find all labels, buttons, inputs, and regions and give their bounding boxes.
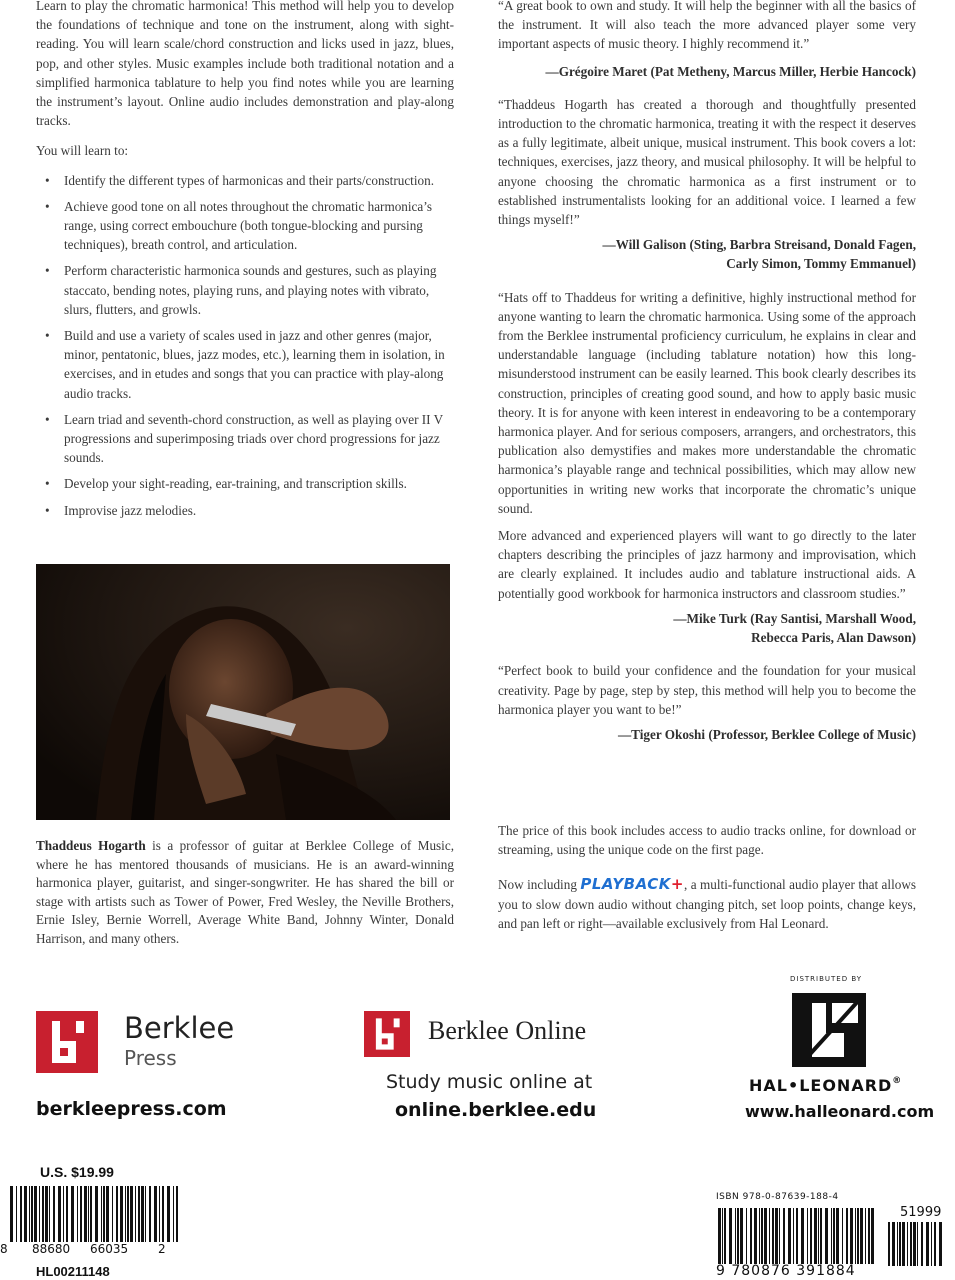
- barcode-bar: [116, 1186, 118, 1242]
- barcode-bar: [934, 1222, 936, 1266]
- barcode-bar: [818, 1208, 819, 1264]
- isbn-barcode: [718, 1208, 875, 1264]
- testimonial-quote: “Perfect book to build your confidence and the foundation for your musical creativity. Page by page, step by step, this method will help you to become the harmonica player you want to be!”: [498, 663, 916, 717]
- barcode-bar: [53, 1186, 55, 1242]
- list-item: • Develop your sight-reading, ear-training, and transcription skills.: [45, 476, 407, 492]
- price-label: U.S. $19.99: [40, 1164, 114, 1180]
- barcode-bar: [80, 1186, 82, 1242]
- barcode-bar: [939, 1222, 942, 1266]
- barcode-bar: [90, 1186, 92, 1242]
- barcode-bar: [761, 1208, 763, 1264]
- barcode-bar: [772, 1208, 774, 1264]
- barcode-bar: [907, 1222, 908, 1266]
- barcode-bar: [39, 1186, 40, 1242]
- barcode-bar: [16, 1186, 17, 1242]
- barcode-bar: [764, 1208, 767, 1264]
- berklee-mark-icon: [364, 1011, 410, 1057]
- barcode-bar: [154, 1186, 157, 1242]
- barcode-bar: [735, 1208, 736, 1264]
- berklee-mark-icon: [36, 1011, 98, 1073]
- list-item: • Improvise jazz melodies.: [45, 502, 197, 518]
- list-item: • Build and use a variety of scales used in jazz and other genres (major, minor, pentatonic, blues, jazz modes, etc.), learning them in isolation, in exercises, and in etudes and songs that you can practice with play-along audio tracks.: [45, 328, 445, 401]
- barcode-bar: [740, 1208, 743, 1264]
- barcode-bar: [722, 1208, 723, 1264]
- playback-logo: PLAYBACK+: [580, 875, 684, 894]
- list-item: • Learn triad and seventh-chord construction, as well as playing over II V progressions and superimposing triads over chord progressions for jazz sounds.: [45, 411, 443, 466]
- barcode-bar: [913, 1222, 916, 1266]
- barcode-bar: [120, 1186, 123, 1242]
- barcode-bar: [88, 1186, 89, 1242]
- testimonial-quote: More advanced and experienced players will want to go directly to the later chapters describing the principles of jazz harmony and improvisation, which are clearly explained. It includes audio and tablature instructional aids. A potentially good workbook for harmonica instructors and classroom studies.”: [498, 528, 916, 601]
- barcode-bar: [718, 1208, 721, 1264]
- barcode-bar: [825, 1208, 828, 1264]
- learn-heading: You will learn to:: [36, 143, 129, 159]
- testimonials-column: [498, 0, 916, 744]
- barcode-bar: [112, 1186, 113, 1242]
- barcode-bar: [746, 1208, 747, 1264]
- barcode-bar: [836, 1208, 839, 1264]
- barcode-bar: [20, 1186, 22, 1242]
- barcode-bar: [103, 1186, 105, 1242]
- barcode-bar: [754, 1208, 757, 1264]
- barcode-bar: [857, 1208, 859, 1264]
- barcode-bar: [871, 1208, 874, 1264]
- item-code: HL00211148: [36, 1264, 110, 1279]
- barcode-bar: [71, 1186, 74, 1242]
- barcode-bar: [58, 1186, 61, 1242]
- barcode-bar: [788, 1208, 791, 1264]
- barcode-bar: [34, 1186, 37, 1242]
- testimonial-attribution: —Grégoire Maret (Pat Metheny, Marcus Miller, Herbie Hancock): [545, 63, 916, 79]
- testimonial-attribution: —Tiger Okoshi (Professor, Berklee College of Music): [617, 726, 916, 742]
- barcode-bar: [173, 1186, 174, 1242]
- barcode-bar: [130, 1186, 133, 1242]
- barcode-bar: [846, 1208, 848, 1264]
- barcode-bar: [926, 1222, 929, 1266]
- barcode-bar: [897, 1222, 898, 1266]
- learn-list: [36, 171, 454, 520]
- barcode-bar: [49, 1186, 50, 1242]
- barcode-bar: [127, 1186, 129, 1242]
- barcode-bar: [921, 1222, 923, 1266]
- barcode-bar: [145, 1186, 146, 1242]
- barcode-bar: [737, 1208, 739, 1264]
- author-photo: [36, 564, 450, 820]
- description-column: [36, 0, 454, 527]
- ean-number: 9 780876 391884: [716, 1263, 856, 1279]
- berklee-online-url[interactable]: online.berklee.edu: [395, 1099, 597, 1121]
- testimonial-attribution: —Mike Turk (Ray Santisi, Marshall Wood, Rebecca Paris, Alan Dawson): [673, 610, 916, 646]
- barcode-bar: [141, 1186, 144, 1242]
- barcode-bar: [820, 1208, 822, 1264]
- barcode-bar: [31, 1186, 33, 1242]
- testimonial-attribution: —Will Galison (Sting, Barbra Streisand, Donald Fagen, Carly Simon, Tommy Emmanuel): [602, 237, 916, 272]
- barcode-bar: [149, 1186, 151, 1242]
- barcode-bar: [24, 1186, 27, 1242]
- barcode-bar: [931, 1222, 932, 1266]
- barcode-bar: [106, 1186, 109, 1242]
- barcode-bar: [42, 1186, 44, 1242]
- barcode-bar: [796, 1208, 798, 1264]
- intro-paragraph: Learn to play the chromatic harmonica! This method will help you to develop the foundations of technique and tone on the instrument, along with sight-reading. You will learn scale/chord construction and licks used in jazz, blues, pop, and other styles. Music examples include both traditional notation and a simplified harmonica tablature to help you find notes while you are learning the instrument’s layout. Online audio includes demonstration and play-along tracks.: [36, 0, 454, 129]
- barcode-bar: [95, 1186, 98, 1242]
- barcode-bar: [892, 1222, 895, 1266]
- testimonial-quote: “Hats off to Thaddeus for writing a definitive, highly instructional method for anyone wanting to learn the chromatic harmonica. Using some of the approach from the Berklee instrumental proficiency curriculum, he explains in clear and understandable language (including tablature notation) how this long-misunderstood instrument can be easily learned. This book clearly describes its construction, principles of creating good sound, and how to apply basic music theory. It is for anyone with keen interest in endeavoring to be a contemporary harmonica player. And for serious composers, arrangers, and orchestrators, this publication also demystifies and makes more understandable the chromatic harmonica’s playable range and technical possibilities, which may allow new opportunities in writing new works that incorporate the chromatic’s unique sound.: [498, 289, 916, 516]
- barcode-bar: [138, 1186, 140, 1242]
- barcode-bar: [910, 1222, 912, 1266]
- barcode-bar: [899, 1222, 901, 1266]
- barcode-bar: [10, 1186, 13, 1242]
- barcode-bar: [888, 1222, 890, 1266]
- barcode-bar: [159, 1186, 160, 1242]
- barcode-bar: [810, 1208, 812, 1264]
- barcode-bar: [167, 1186, 170, 1242]
- barcode-bar: [135, 1186, 136, 1242]
- barcode-bar: [724, 1208, 726, 1264]
- hal-leonard-url[interactable]: www.halleonard.com: [745, 1102, 935, 1121]
- list-item: • Perform characteristic harmonica sounds and gestures, such as playing staccato, bending notes, playing runs, and playing notes with vibrato, slurs, flutters, and growls.: [45, 263, 437, 317]
- barcode-bar: [29, 1186, 30, 1242]
- barcode-bar: [63, 1186, 64, 1242]
- barcode-bar: [77, 1186, 78, 1242]
- barcode-bar: [769, 1208, 770, 1264]
- barcode-bar: [759, 1208, 760, 1264]
- testimonial-quote: “Thaddeus Hogarth has created a thorough and thoughtfully presented introduction to the chromatic harmonica, treating it with the respect it deserves as a fully legitimate, albeit unique, musical instrument. This book covers a lot: techniques, exercises, jazz theory, and musical philosophy. It will be helpful to anyone choosing the chromatic harmonica as a first instrument or to established instrumentalists looking for an additional voice. I learned a few things myself!”: [498, 96, 916, 228]
- barcode-bar: [125, 1186, 126, 1242]
- barcode-bar: [101, 1186, 102, 1242]
- barcode-bar: [807, 1208, 808, 1264]
- barcode-bar: [162, 1186, 164, 1242]
- barcode-bar: [66, 1186, 68, 1242]
- audio-info: [498, 821, 916, 933]
- author-name: Thaddeus Hogarth: [36, 838, 146, 853]
- barcode-bar: [842, 1208, 843, 1264]
- barcode-bar: [917, 1222, 918, 1266]
- addon-code: 51999: [900, 1205, 942, 1220]
- list-item: • Achieve good tone on all notes throughout the chromatic harmonica’s range, using correct embouchure (both tongue-blocking and pursing techniques), breath control, and articulation.: [45, 198, 433, 253]
- barcode-bar: [814, 1208, 817, 1264]
- list-item: • Identify the different types of harmonicas and their parts/construction.: [45, 172, 434, 188]
- barcode-bar: [779, 1208, 780, 1264]
- berklee-press-url[interactable]: berkleepress.com: [36, 1098, 227, 1120]
- testimonial-quote: “A great book to own and study. It will help the beginner with all the basics of the instrument. It will also teach the more advanced player some very important aspects of music theory. I highly recommend it.”: [498, 0, 916, 52]
- barcode-bar: [855, 1208, 856, 1264]
- addon-barcode: [888, 1222, 945, 1266]
- upc-barcode: [10, 1186, 180, 1242]
- barcode-bar: [850, 1208, 853, 1264]
- barcode-bar: [729, 1208, 732, 1264]
- barcode-bar: [750, 1208, 752, 1264]
- barcode-bar: [45, 1186, 48, 1242]
- playback-paragraph: Now including PLAYBACK+, a multi-functional audio player that allows you to slow down audio without changing pitch, set loop points, change keys, and pan left or right—available exclusively from Hal Leonard.: [498, 875, 916, 931]
- author-bio: Thaddeus Hogarth is a professor of guitar at Berklee College of Music, where he has mentored thousands of musicians. He is an award-winning harmonica player, guitarist, and singer-songwriter. He has shared the bill or stage with artists such as Tower of Power, Fred Wesley, the Neville Brothers, Ernie Isley, Bernie Worrell, Average White Band, Johnny Winter, Donald Harrison, and many others.: [36, 838, 454, 946]
- barcode-bar: [868, 1208, 870, 1264]
- hal-leonard-mark-icon: [792, 993, 866, 1067]
- barcode-bar: [775, 1208, 778, 1264]
- barcode-bar: [902, 1222, 905, 1266]
- barcode-bar: [865, 1208, 866, 1264]
- isbn-label: ISBN 978-0-87639-188-4: [716, 1192, 839, 1202]
- barcode-bar: [801, 1208, 804, 1264]
- barcode-bar: [783, 1208, 785, 1264]
- barcode-bar: [860, 1208, 863, 1264]
- barcode-bar: [84, 1186, 87, 1242]
- barcode-bar: [176, 1186, 178, 1242]
- barcode-bar: [833, 1208, 835, 1264]
- barcode-bar: [831, 1208, 832, 1264]
- audio-price-note: The price of this book includes access to audio tracks online, for download or streaming, using the unique code on the first page.: [498, 823, 916, 858]
- barcode-bar: [793, 1208, 794, 1264]
